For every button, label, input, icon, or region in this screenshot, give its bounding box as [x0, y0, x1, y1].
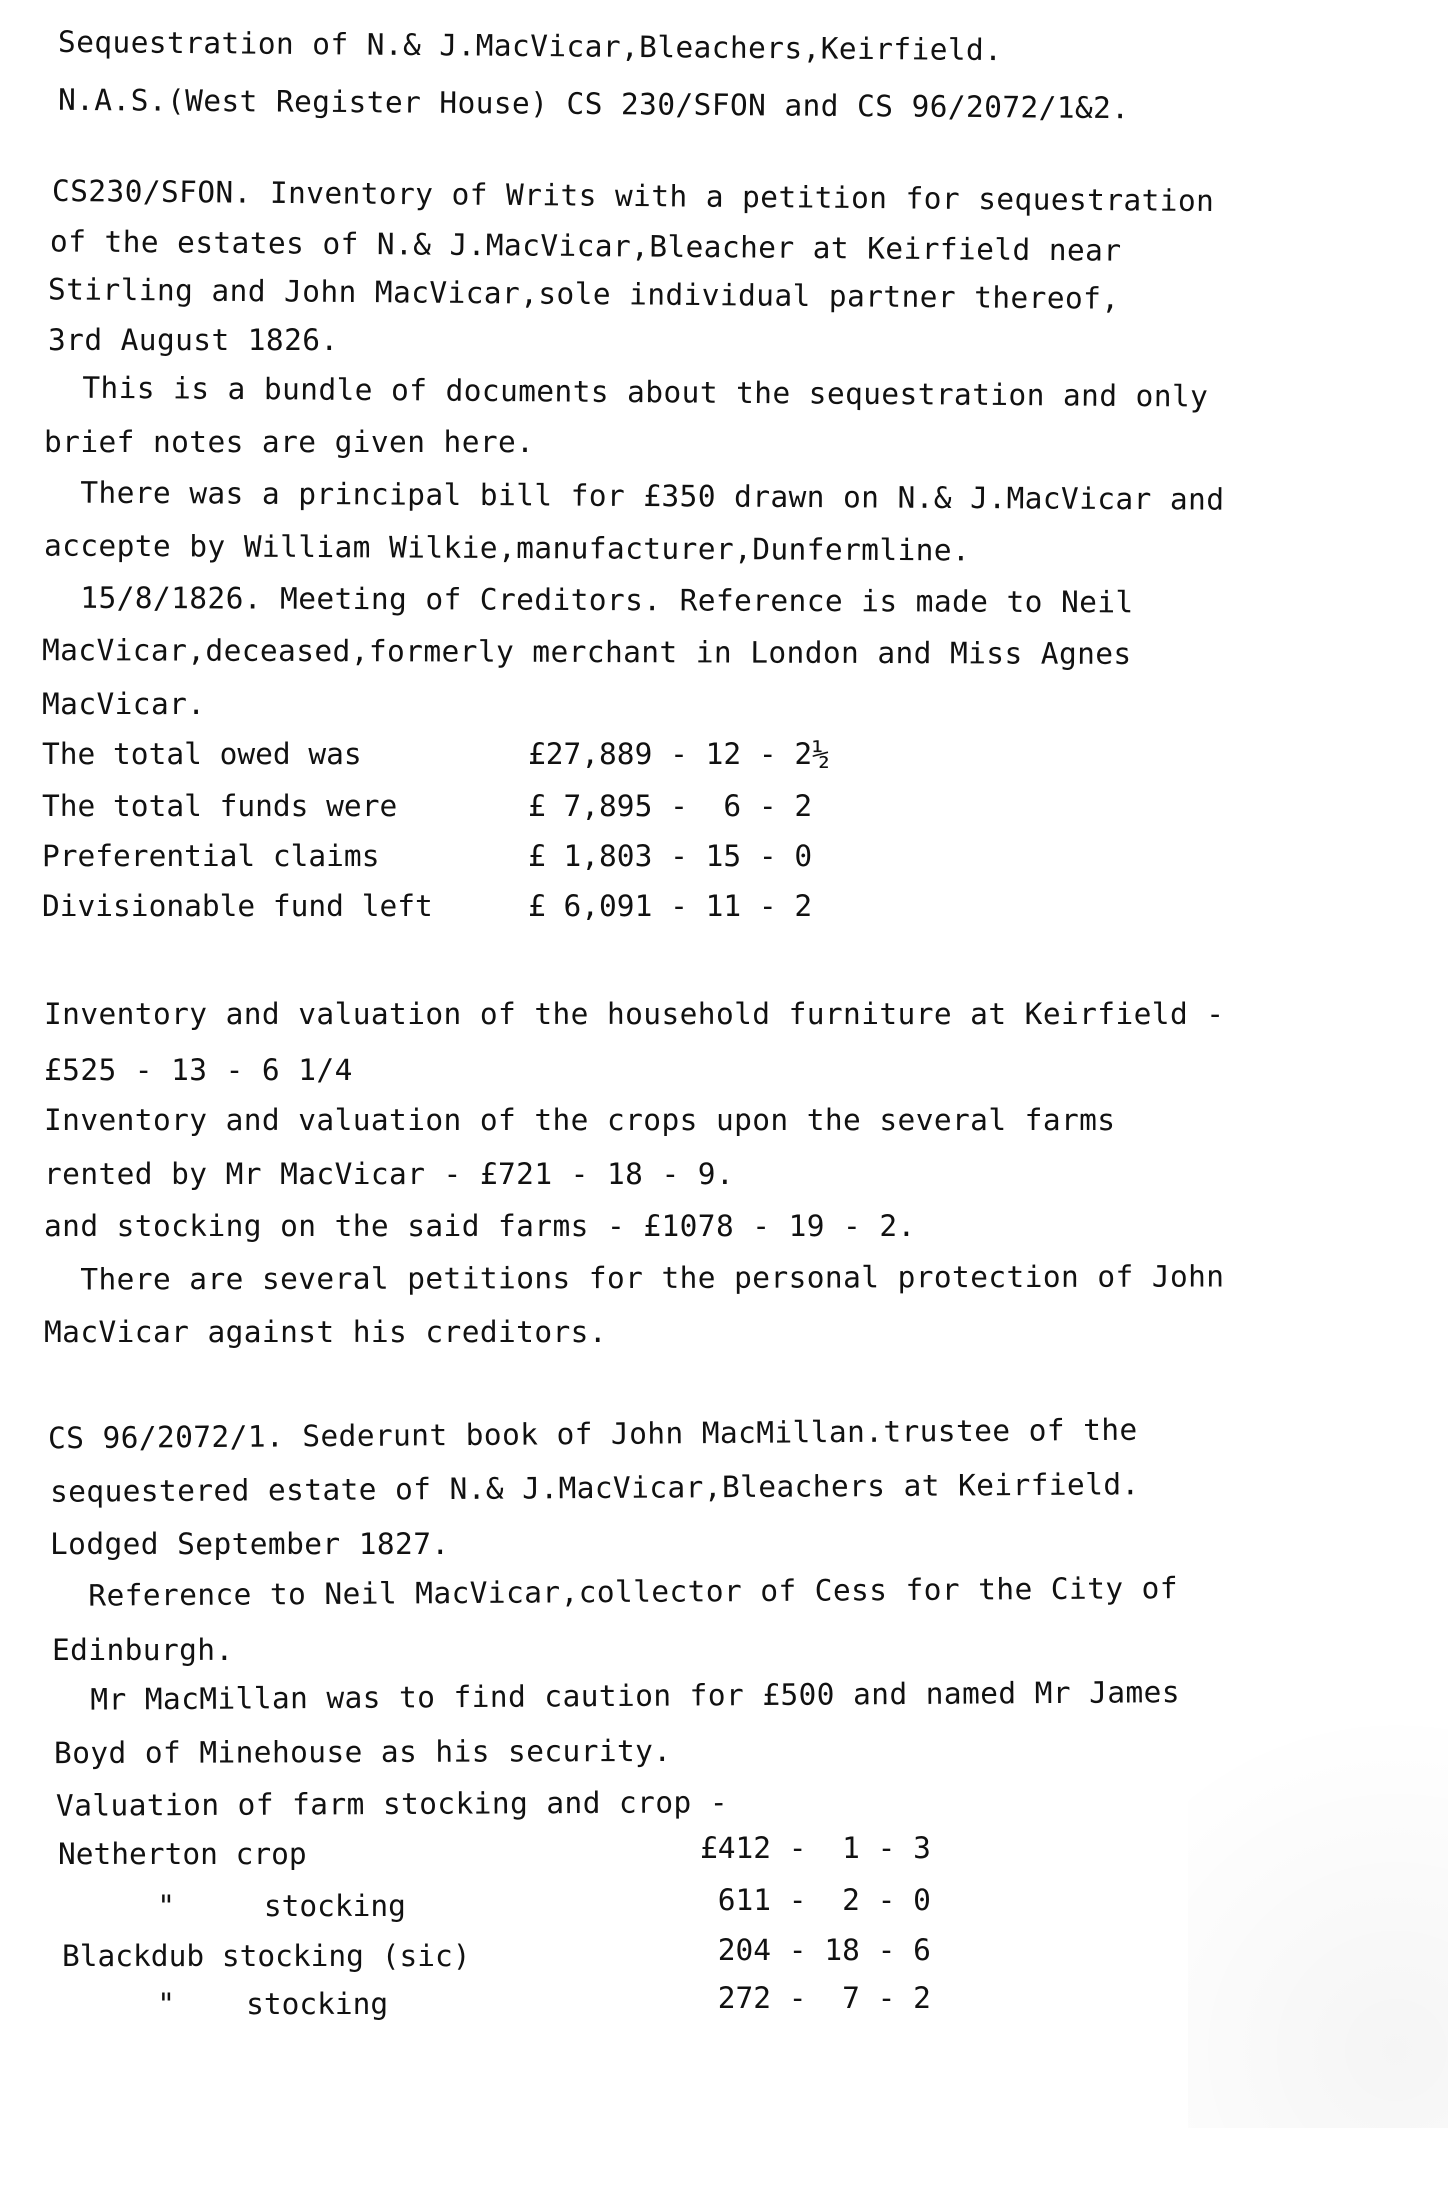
valuation-label: " stocking [104, 1987, 389, 2021]
section3-line: Mr MacMillan was to find caution for £500 and named Mr James [53, 1675, 1181, 1717]
section2-line: MacVicar against his creditors. [44, 1315, 607, 1349]
section1-line: 3rd August 1826. [48, 323, 339, 357]
ledger-amount: £ 6,091 - 11 - 2 [528, 889, 813, 923]
valuation-label: Netherton crop [58, 1837, 307, 1871]
section2-line: and stocking on the said farms - £1078 - 19 - 2. [44, 1209, 916, 1243]
ledger-label: The total funds were [42, 789, 398, 823]
valuation-label: " stocking [104, 1889, 406, 1923]
section3-line: Boyd of Minehouse as his security. [53, 1733, 672, 1771]
section2-line: £525 - 13 - 6 1/4 [44, 1053, 353, 1087]
totals-ledger [42, 736, 942, 936]
section3-line: Edinburgh. [52, 1633, 234, 1667]
ledger-label: Divisionable fund left [42, 889, 433, 923]
section1-line: Stirling and John MacVicar,sole individual partner thereof, [47, 272, 1120, 316]
document-title: Sequestration of N.& J.MacVicar,Bleachers,Keirfield. [57, 24, 1003, 68]
valuation-ledger [58, 1831, 1018, 2046]
archive-reference: N.A.S.(West Register House) CS 230/SFON and CS 96/2072/1&2. [57, 82, 1130, 126]
ledger-amount: £27,889 - 12 - 2½ [528, 737, 830, 771]
section2-line: Inventory and valuation of the household furniture at Keirfield - [44, 997, 1225, 1031]
ledger-label: The total owed was [42, 737, 362, 771]
section1-line: accepte by William Wilkie,manufacturer,Dunfermline. [43, 528, 971, 568]
section1-line: brief notes are given here. [44, 425, 535, 459]
section3-line: CS 96/2072/1. Sederunt book of John MacMillan.trustee of the [47, 1412, 1138, 1456]
valuation-amount: £412 - 1 - 3 [700, 1831, 931, 1865]
section1-line: This is a bundle of documents about the sequestration and only [45, 370, 1209, 414]
valuation-label: Blackdub stocking (sic) [62, 1939, 471, 1973]
ledger-amount: £ 1,803 - 15 - 0 [528, 839, 813, 873]
section3-line: sequestered estate of N.& J.MacVicar,Bleachers at Keirfield. [49, 1467, 1140, 1509]
valuation-amount: 272 - 7 - 2 [700, 1981, 931, 2015]
valuation-amount: 204 - 18 - 6 [700, 1933, 931, 1967]
section1-line: MacVicar. [42, 687, 206, 721]
section2-line: rented by Mr MacVicar - £721 - 18 - 9. [44, 1157, 735, 1191]
section3-line: Valuation of farm stocking and crop - [55, 1785, 729, 1823]
section2-line: There are several petitions for the personal protection of John [43, 1259, 1225, 1297]
section1-line: 15/8/1826. Meeting of Creditors. Reference is made to Neil [43, 580, 1134, 620]
ledger-label: Preferential claims [42, 839, 380, 873]
section1-line: CS230/SFON. Inventory of Writs with a petition for sequestration [51, 173, 1215, 219]
valuation-amount: 611 - 2 - 0 [700, 1883, 931, 1917]
section1-line: MacVicar,deceased,formerly merchant in London and Miss Agnes [41, 633, 1132, 671]
section3-line: Lodged September 1827. [50, 1527, 450, 1561]
ledger-amount: £ 7,895 - 6 - 2 [528, 789, 813, 823]
section1-line: of the estates of N.& J.MacVicar,Bleacher at Keirfield near [49, 224, 1122, 268]
section2-line: Inventory and valuation of the crops upon the several farms [44, 1103, 1116, 1137]
section1-line: There was a principal bill for £350 drawn on N.& J.MacVicar and [43, 475, 1225, 517]
scan-noise [1188, 1608, 1448, 2128]
section3-line: Reference to Neil MacVicar,collector of Cess for the City of [51, 1571, 1179, 1613]
